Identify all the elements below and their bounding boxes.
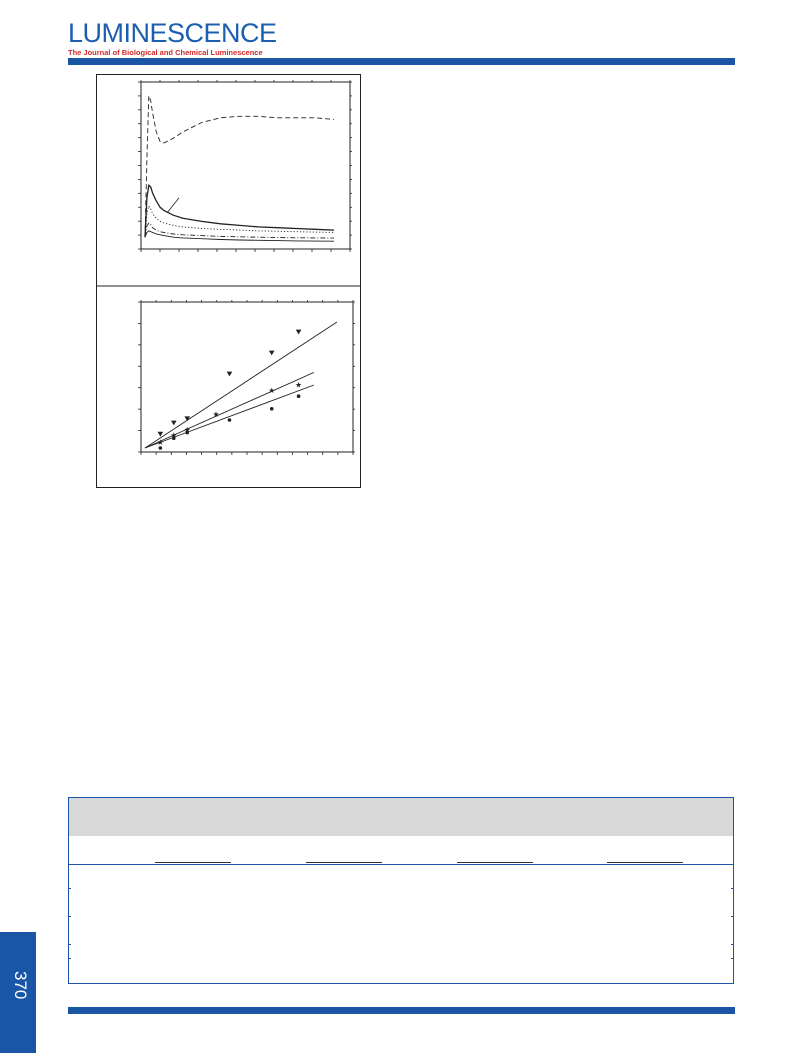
panel-b-point-circle <box>297 394 301 398</box>
panel-b-point-circle <box>185 431 189 435</box>
page-number: 370 <box>11 970 30 1000</box>
table-column-rule-4 <box>607 862 683 863</box>
table-frame <box>68 797 734 984</box>
table-edge-tick <box>731 916 734 917</box>
journal-title: LUMINESCENCE <box>68 18 277 48</box>
table-header-band <box>69 798 733 836</box>
figure-outer-frame <box>97 75 361 488</box>
table-edge-tick <box>68 916 71 917</box>
table-column-rule-2 <box>306 862 382 863</box>
panel-b-point-circle <box>159 446 163 450</box>
figure-panels <box>96 74 361 488</box>
table-edge-tick <box>731 944 734 945</box>
table-header-divider <box>69 864 733 865</box>
table-edge-tick <box>68 888 71 889</box>
table-column-rule-3 <box>457 862 533 863</box>
footer-rule <box>68 1007 735 1014</box>
table-column-rule-1 <box>155 862 231 863</box>
figure-svg <box>96 74 361 488</box>
header-rule <box>68 58 735 65</box>
table-edge-tick <box>731 888 734 889</box>
panel-b-point-circle <box>270 407 274 411</box>
panel-b-point-circle <box>172 436 176 440</box>
panel-b-point-circle <box>228 418 232 422</box>
journal-subtitle: The Journal of Biological and Chemical Luminescence <box>68 48 263 57</box>
table-edge-tick <box>68 958 71 959</box>
table-edge-tick <box>731 958 734 959</box>
journal-logo <box>68 18 368 57</box>
table-edge-tick <box>68 944 71 945</box>
